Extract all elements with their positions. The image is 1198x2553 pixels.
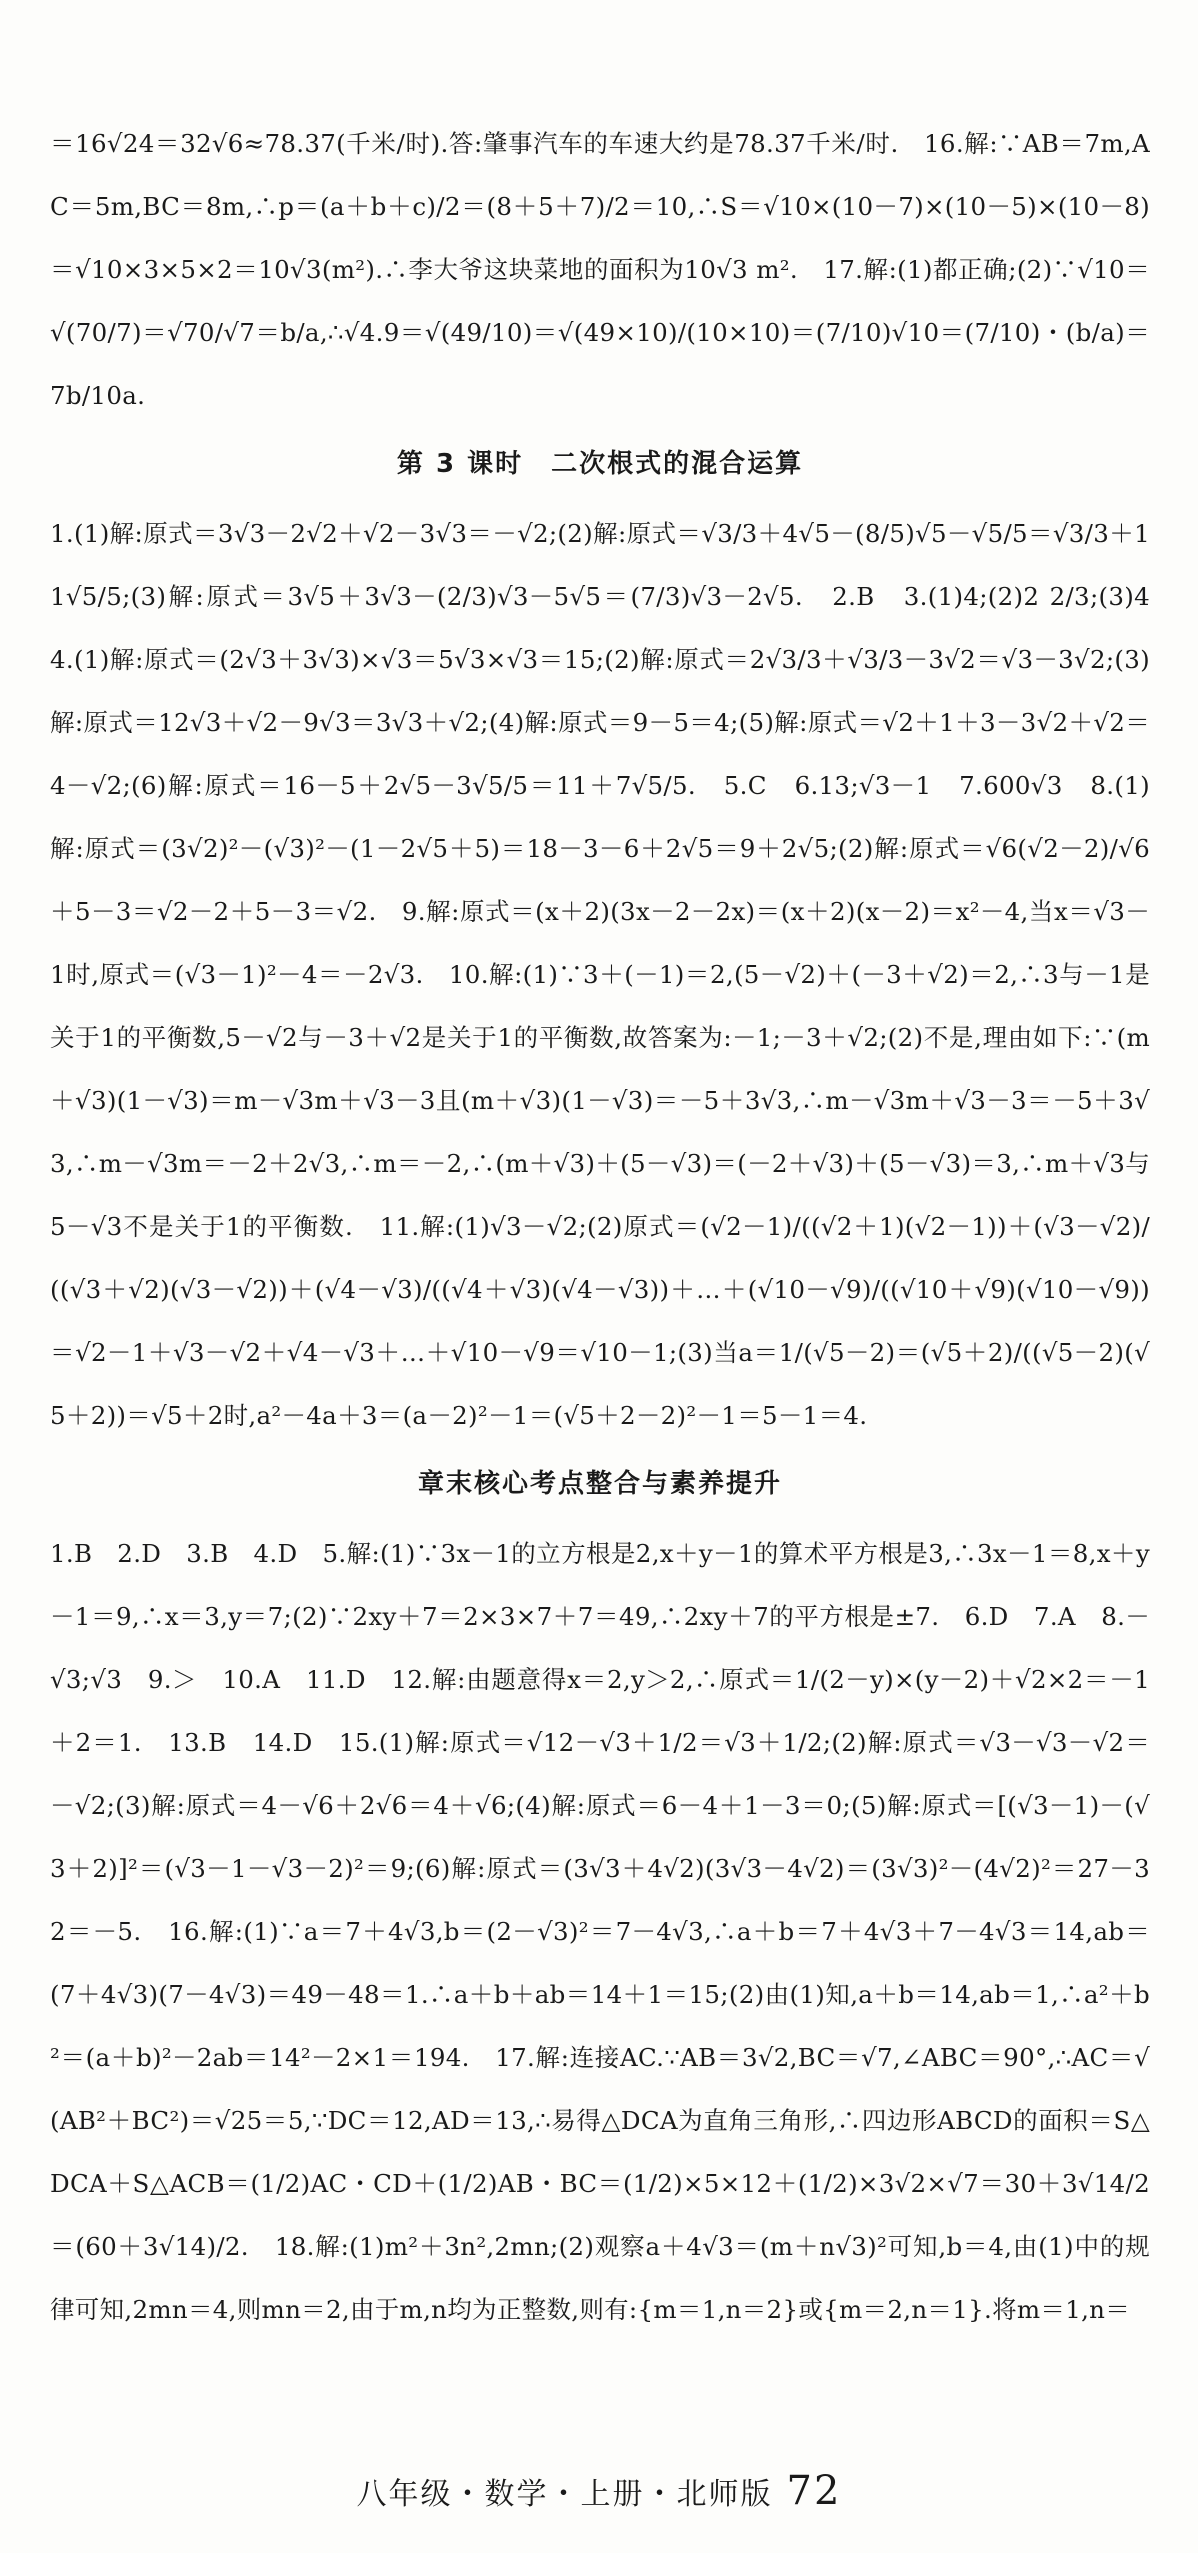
answers-previous-lesson: ＝16√24＝32√6≈78.37(千米/时).答:肇事汽车的车速大约是78.37千米/时. 16.解:∵AB＝7m,AC＝5m,BC＝8m,∴p＝(a＋b＋c)/2＝(8＋5＋7)/2＝10,∴S＝√10×(10－7)×(10－5)×(10－8)＝√10×3×5×2＝10√3(m²).∴李大爷这块菜地的面积为10√3 m². 17.解:(1)都正确;(2)∵√10＝√(70/7)＝√70/√7＝b/a,∴√4.9＝√(49/10)＝√(49×10)/(10×10)＝(7/10)√10＝(7/10)・(b/a)＝7b/10a. — [50, 129, 1150, 410]
page-number: 72 — [786, 2468, 842, 2514]
chapter-review-heading: 章末核心考点整合与素养提升 — [417, 1469, 782, 1499]
answer-content — [50, 112, 1175, 2341]
page-footer — [0, 2468, 1198, 2514]
answers-chapter-review: 1.B 2.D 3.B 4.D 5.解:(1)∵3x－1的立方根是2,x＋y－1的算术平方根是3,∴3x－1＝8,x＋y－1＝9,∴x＝3,y＝7;(2)∵2xy＋7＝2×3×7＋7＝49,∴2xy＋7的平方根是±7. 6.D 7.A 8.－√3;√3 9.＞ 10.A 11.D 12.解:由题意得x＝2,y＞2,∴原式＝1/(2－y)×(y－2)＋√2×2＝－1＋2＝1. 13.B 14.D 15.(1)解:原式＝√12－√3＋1/2＝√3＋1/2;(2)解:原式＝√3－√3－√2＝－√2;(3)解:原式＝4－√6＋2√6＝4＋√6;(4)解:原式＝6－4＋1－3＝0;(5)解:原式＝[(√3－1)－(√3＋2)]²＝(√3－1－√3－2)²＝9;(6)解:原式＝(3√3＋4√2)(3√3－4√2)＝(3√3)²－(4√2)²＝27－32＝－5. 16.解:(1)∵a＝7＋4√3,b＝(2－√3)²＝7－4√3,∴a＋b＝7＋4√3＋7－4√3＝14,ab＝(7＋4√3)(7－4√3)＝49－48＝1.∴a＋b＋ab＝14＋1＝15;(2)由(1)知,a＋b＝14,ab＝1,∴a²＋b²＝(a＋b)²－2ab＝14²－2×1＝194. 17.解:连接AC.∵AB＝3√2,BC＝√7,∠ABC＝90°,∴AC＝√(AB²＋BC²)＝√25＝5,∵DC＝12,AD＝13,∴易得△DCA为直角三角形,∴四边形ABCD的面积＝S△DCA＋S△ACB＝(1/2)AC・CD＋(1/2)AB・BC＝(1/2)×5×12＋(1/2)×3√2×√7＝30＋3√14/2＝(60＋3√14)/2. 18.解:(1)m²＋3n²,2mn;(2)观察a＋4√3＝(m＋n√3)²可知,b＝4,由(1)中的规律可知,2mn＝4,则mn＝2,由于m,n均为正整数,则有:{m＝1,n＝2}或{m＝2,n＝1}.将m＝1,n＝ — [50, 1539, 1150, 2324]
lesson-heading: 第 3 课时 二次根式的混合运算 — [396, 449, 804, 479]
answers-lesson-3: 1.(1)解:原式＝3√3－2√2＋√2－3√3＝－√2;(2)解:原式＝√3/3＋4√5－(8/5)√5－√5/5＝√3/3＋11√5/5;(3)解:原式＝3√5＋3√3－(2/3)√3－5√5＝(7/3)√3－2√5. 2.B 3.(1)4;(2)2 2/3;(3)4 4.(1)解:原式＝(2√3＋3√3)×√3＝5√3×√3＝15;(2)解:原式＝2√3/3＋√3/3－3√2＝√3－3√2;(3)解:原式＝12√3＋√2－9√3＝3√3＋√2;(4)解:原式＝9－5＝4;(5)解:原式＝√2＋1＋3－3√2＋√2＝4－√2;(6)解:原式＝16－5＋2√5－3√5/5＝11＋7√5/5. 5.C 6.13;√3－1 7.600√3 8.(1)解:原式＝(3√2)²－(√3)²－(1－2√5＋5)＝18－3－6＋2√5＝9＋2√5;(2)解:原式＝√6(√2－2)/√6＋5－3＝√2－2＋5－3＝√2. 9.解:原式＝(x＋2)(3x－2－2x)＝(x＋2)(x－2)＝x²－4,当x＝√3－1时,原式＝(√3－1)²－4＝－2√3. 10.解:(1)∵3＋(－1)＝2,(5－√2)＋(－3＋√2)＝2,∴3与－1是关于1的平衡数,5－√2与－3＋√2是关于1的平衡数,故答案为:－1;－3＋√2;(2)不是,理由如下:∵(m＋√3)(1－√3)＝m－√3m＋√3－3且(m＋√3)(1－√3)＝－5＋3√3,∴m－√3m＋√3－3＝－5＋3√3,∴m－√3m＝－2＋2√3,∴m＝－2,∴(m＋√3)＋(5－√3)＝(－2＋√3)＋(5－√3)＝3,∴m＋√3与5－√3不是关于1的平衡数. 11.解:(1)√3－√2;(2)原式＝(√2－1)/((√2＋1)(√2－1))＋(√3－√2)/((√3＋√2)(√3－√2))＋(√4－√3)/((√4＋√3)(√4－√3))＋…＋(√10－√9)/((√10＋√9)(√10－√9))＝√2－1＋√3－√2＋√4－√3＋…＋√10－√9＝√10－1;(3)当a＝1/(√5－2)＝(√5＋2)/((√5－2)(√5＋2))＝√5＋2时,a²－4a＋3＝(a－2)²－1＝(√5＋2－2)²－1＝5－1＝4. — [50, 519, 1175, 1430]
footer-label: 八年级・数学・上册・北师版 — [356, 2477, 773, 2512]
